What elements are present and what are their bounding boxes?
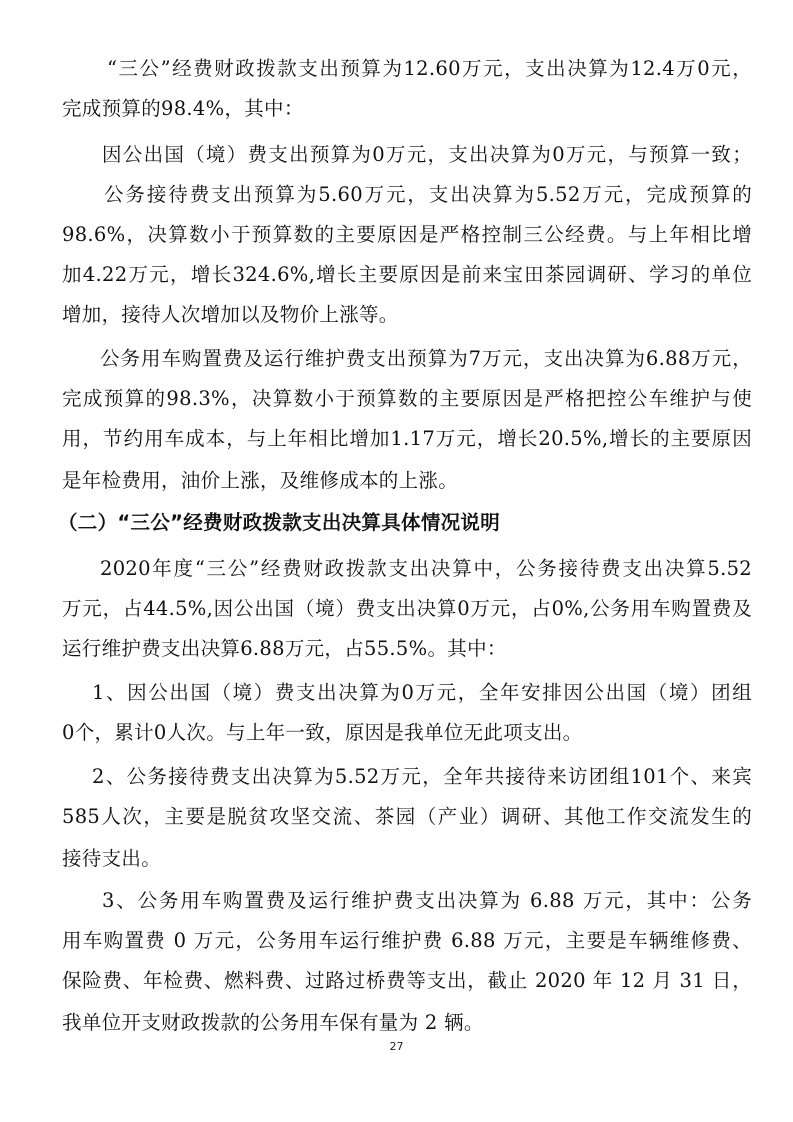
text-line: 98.6%，决算数小于预算数的主要原因是严格控制三公经费。与上年相比增 [62, 223, 752, 246]
section-heading: （二）“三公”经费财政拨款支出决算具体情况说明 [58, 511, 501, 534]
text-line: 公务用车购置费及运行维护费支出预算为7万元，支出决算为6.88万元， [100, 347, 752, 370]
text-line: 585人次，主要是脱贫攻坚交流、茶园（产业）调研、其他工作交流发生的 [62, 805, 752, 828]
text-line: 增加，接待人次增加以及物价上涨等。 [62, 303, 399, 326]
text-line: 用，节约用车成本，与上年相比增加1.17万元，增长20.5%,增长的主要原因 [62, 427, 752, 450]
page-number: 27 [389, 1040, 404, 1053]
text-line: 保险费、年检费、燃料费、过路过桥费等支出，截止 2020 年 12 月 31 日， [62, 969, 752, 992]
text-line: 1、因公出国（境）费支出决算为0万元，全年安排因公出国（境）团组 [92, 681, 752, 704]
text-line: 完成预算的98.4%，其中： [62, 97, 304, 120]
text-line: 3、公务用车购置费及运行维护费支出决算为 6.88 万元，其中：公务 [102, 889, 752, 912]
text-line: 是年检费用，油价上涨，及维修成本的上涨。 [62, 469, 459, 492]
text-line: “三公”经费财政拨款支出预算为12.60万元，支出决算为12.4万0元， [107, 57, 752, 80]
text-line: 用车购置费 0 万元，公务用车运行维护费 6.88 万元，主要是车辆维修费、 [62, 929, 752, 952]
text-line: 公务接待费支出预算为5.60万元，支出决算为5.52万元，完成预算的 [104, 183, 752, 206]
text-line: 2020年度“三公”经费财政拨款支出决算中，公务接待费支出决算5.52 [100, 557, 752, 580]
text-line: 加4.22万元，增长324.6%,增长主要原因是前来宝田茶园调研、学习的单位 [62, 263, 752, 286]
text-line: 0个，累计0人次。与上年一致，原因是我单位无此项支出。 [62, 721, 583, 744]
text-line: 2、公务接待费支出决算为5.52万元，全年共接待来访团组101个、来宾 [92, 765, 752, 788]
text-line: 运行维护费支出决算6.88万元，占55.5%。其中： [62, 637, 507, 660]
text-line: 因公出国（境）费支出预算为0万元，支出决算为0万元，与预算一致； [102, 143, 752, 166]
text-line: 我单位开支财政拨款的公务用车保有量为 2 辆。 [62, 1011, 484, 1034]
text-line: 万元，占44.5%,因公出国（境）费支出决算0万元，占0%,公务用车购置费及 [62, 597, 752, 620]
text-line: 完成预算的98.3%，决算数小于预算数的主要原因是严格把控公车维护与使 [62, 387, 752, 410]
text-line: 接待支出。 [62, 847, 162, 870]
